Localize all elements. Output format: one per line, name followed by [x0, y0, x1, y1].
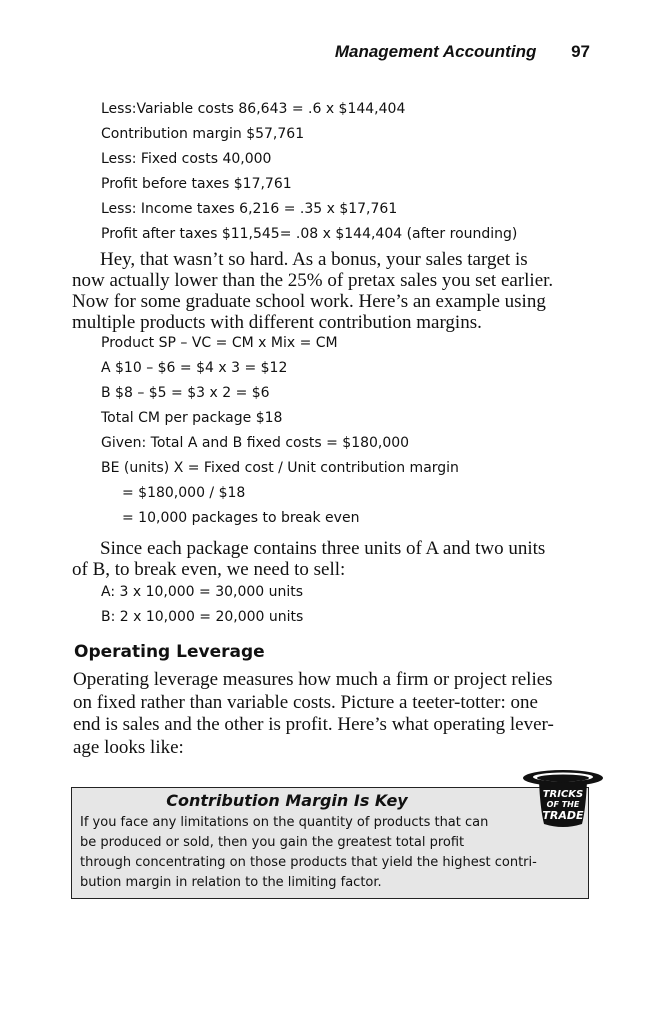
paragraph-line: end is sales and the other is profit. Here’s what operating lever-: [73, 714, 554, 735]
paragraph-line: multiple products with different contribution margins.: [72, 312, 482, 333]
calc-line: Contribution margin $57,761: [101, 126, 305, 142]
paragraph-line: now actually lower than the 25% of pretax sales you set earlier.: [72, 270, 554, 291]
badge-line: TRICKS: [542, 789, 584, 800]
paragraph-line: on fixed rather than variable costs. Picture a teeter-totter: one: [73, 691, 538, 713]
body-paragraph: [72, 249, 592, 333]
calc-line: B $8 – $5 = $3 x 2 = $6: [101, 385, 270, 401]
paragraph-line: of B, to break even, we need to sell:: [72, 559, 346, 580]
tip-box-line: bution margin in relation to the limiting factor.: [80, 875, 382, 890]
badge-line: OF THE: [546, 800, 580, 809]
tip-box-title: Contribution Margin Is Key: [166, 791, 408, 810]
tip-box: [71, 787, 589, 899]
calc-line: Profit after taxes $11,545= .08 x $144,404 (after rounding): [101, 226, 518, 242]
body-paragraph: [72, 538, 592, 580]
page-number: 97: [571, 42, 590, 61]
body-paragraph: [73, 669, 588, 759]
calc-line: Less:Variable costs 86,643 = .6 x $144,404: [101, 101, 406, 117]
badge-line: TRADE: [542, 809, 584, 822]
calc-line: Total CM per package $18: [101, 410, 283, 426]
calc-line: A: 3 x 10,000 = 30,000 units: [101, 584, 304, 600]
tip-box-line: through concentrating on those products that yield the highest contri-: [80, 855, 537, 870]
tip-box-body: [80, 813, 586, 893]
section-heading: Operating Leverage: [74, 642, 265, 662]
paragraph-line: Operating leverage measures how much a firm or project relies: [73, 669, 553, 690]
calc-line: Less: Fixed costs 40,000: [101, 151, 272, 167]
calc-line: B: 2 x 10,000 = 20,000 units: [101, 609, 304, 625]
running-header: [0, 42, 590, 66]
calc-line: = $180,000 / $18: [122, 485, 246, 501]
paragraph-line: age looks like:: [73, 736, 184, 758]
paragraph-line: Since each package contains three units of A and two units: [100, 538, 546, 559]
top-hat-icon: [520, 768, 606, 830]
calc-line: = 10,000 packages to break even: [122, 510, 360, 526]
header-title: Management Accounting: [334, 42, 537, 61]
calc-line: Less: Income taxes 6,216 = .35 x $17,761: [101, 201, 398, 217]
calc-line: A $10 – $6 = $4 x 3 = $12: [101, 360, 288, 376]
paragraph-line: Hey, that wasn’t so hard. As a bonus, your sales target is: [100, 249, 528, 270]
tip-box-line: If you face any limitations on the quantity of products that can: [80, 815, 489, 830]
tip-box-line: be produced or sold, then you gain the greatest total profit: [80, 835, 465, 850]
calc-line: Profit before taxes $17,761: [101, 176, 292, 192]
calc-line: BE (units) X = Fixed cost / Unit contribution margin: [101, 460, 459, 476]
paragraph-line: Now for some graduate school work. Here’s an example using: [72, 291, 546, 312]
calc-line: Product SP – VC = CM x Mix = CM: [101, 335, 338, 351]
calc-line: Given: Total A and B fixed costs = $180,000: [101, 435, 410, 451]
